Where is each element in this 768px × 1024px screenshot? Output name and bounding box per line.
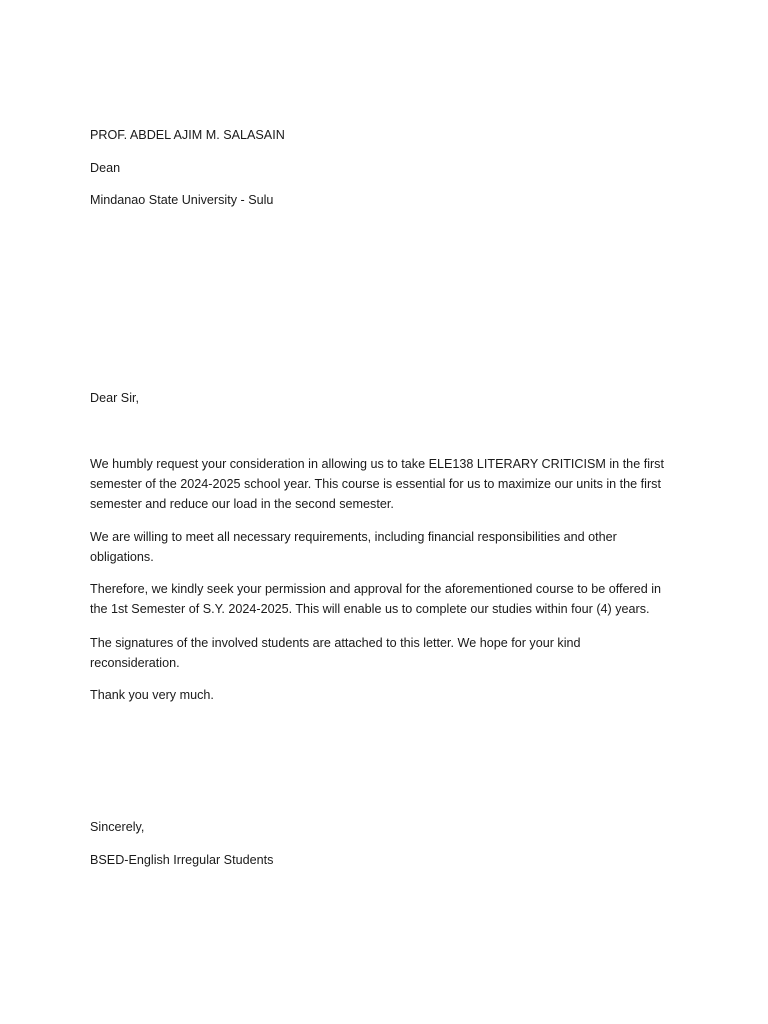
body-paragraph-2 xyxy=(90,527,680,567)
paragraph-line: We are willing to meet all necessary requirements, including financial responsibilities and other xyxy=(90,530,617,544)
signatory: BSED-English Irregular Students xyxy=(90,853,274,867)
body-paragraph-5: Thank you very much. xyxy=(90,688,214,702)
recipient-name: PROF. ABDEL AJIM M. SALASAIN xyxy=(90,128,285,142)
recipient-title: Dean xyxy=(90,161,121,175)
paragraph-line: reconsideration. xyxy=(90,656,180,670)
salutation: Dear Sir, xyxy=(90,391,139,405)
paragraph-line: semester and reduce our load in the second semester. xyxy=(90,497,394,511)
recipient-institution: Mindanao State University - Sulu xyxy=(90,193,274,207)
paragraph-line: We humbly request your consideration in allowing us to take ELE138 LITERARY CRITICISM in the first xyxy=(90,457,664,471)
paragraph-line: the 1st Semester of S.Y. 2024-2025. This will enable us to complete our studies within four (4) years. xyxy=(90,602,650,616)
closing: Sincerely, xyxy=(90,820,145,834)
paragraph-line: obligations. xyxy=(90,550,154,564)
body-paragraph-4 xyxy=(90,633,680,673)
body-paragraph-1 xyxy=(90,454,680,514)
paragraph-line: semester of the 2024-2025 school year. This course is essential for us to maximize our units in the first xyxy=(90,477,661,491)
paragraph-line: Therefore, we kindly seek your permission and approval for the aforementioned course to be offered in xyxy=(90,582,662,596)
paragraph-line: The signatures of the involved students are attached to this letter. We hope for your kind xyxy=(90,636,581,650)
body-paragraph-3 xyxy=(90,579,680,619)
